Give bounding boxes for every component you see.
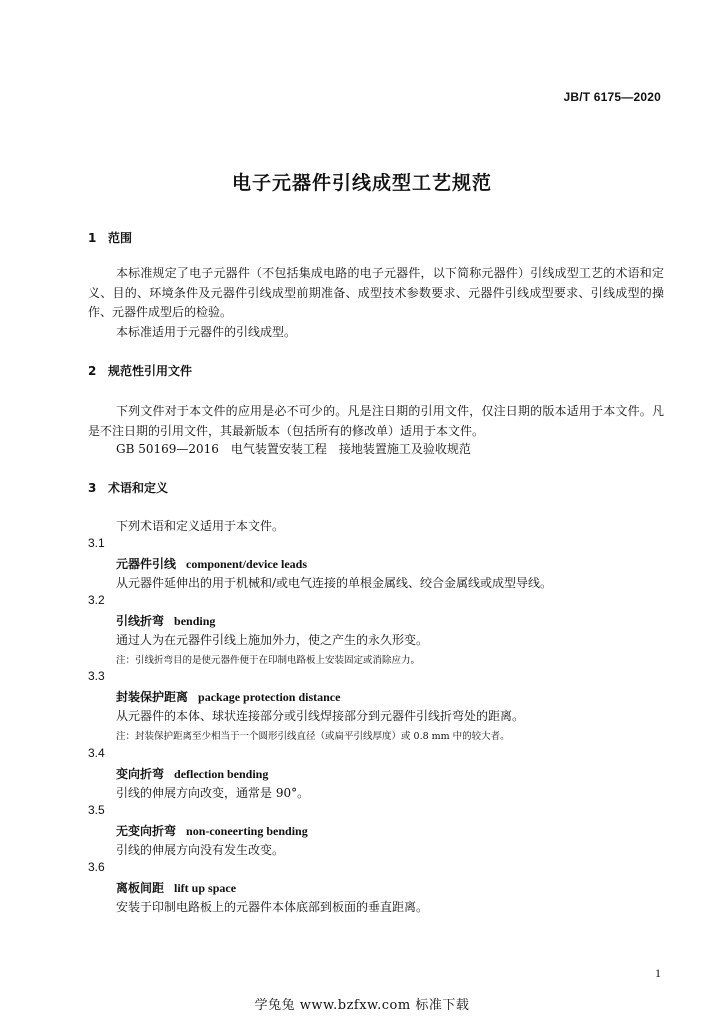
section-number: 3	[88, 481, 97, 495]
term-heading	[116, 822, 308, 839]
section-3-intro: 下列术语和定义适用于本文件。	[116, 519, 285, 533]
term-heading	[116, 612, 215, 629]
term-en: lift up space	[174, 881, 237, 895]
term-en: bending	[174, 614, 216, 628]
term-number: 3.2	[88, 593, 105, 607]
term-en: deflection bending	[174, 767, 269, 781]
term-zh: 引线折弯	[116, 614, 165, 628]
section-number: 1	[88, 231, 97, 245]
term-definition: 从元器件延伸出的用于机械和/或电气连接的单根金属线、绞合金属线或成型导线。	[116, 576, 553, 590]
section-1-heading	[88, 229, 132, 246]
term-heading	[116, 688, 340, 705]
page-number: 1	[655, 966, 661, 980]
term-number: 3.4	[88, 746, 105, 760]
term-definition: 安装于印制电路板上的元器件本体底部到板面的垂直距离。	[116, 900, 429, 914]
term-note: 注：封装保护距离至少相当于一个圆形引线直径（或扁平引线厚度）或 0.8 mm 中的较大者。	[116, 731, 510, 742]
term-number: 3.5	[88, 803, 105, 817]
section-1-scope-line: 本标准适用于元器件的引线成型。	[116, 325, 297, 339]
section-3-heading	[88, 479, 168, 496]
term-heading	[116, 765, 268, 782]
normative-reference: GB 50169—2016 电气装置安装工程 接地装置施工及验收规范	[116, 442, 471, 456]
term-en: component/device leads	[186, 557, 308, 571]
term-definition: 引线的伸展方向没有发生改变。	[116, 843, 285, 857]
term-definition: 引线的伸展方向改变，通常是 90°。	[116, 786, 310, 800]
section-2-paragraph: 下列文件对于本文件的应用是必不可少的。凡是注日期的引用文件，仅注日期的版本适用于本文件。凡是不注日期的引用文件，其最新版本（包括所有的修改单）适用于本文件。	[88, 404, 664, 438]
document-title: 电子元器件引线成型工艺规范	[231, 172, 492, 194]
section-title: 规范性引用文件	[108, 364, 193, 378]
term-zh: 离板间距	[116, 881, 165, 895]
term-en: package protection distance	[198, 690, 341, 704]
term-zh: 封装保护距离	[116, 690, 189, 704]
term-definition: 从元器件的本体、球状连接部分或引线焊接部分到元器件引线折弯处的距离。	[116, 709, 525, 723]
footer-watermark: 学兔兔 www.bzfxw.com 标准下载	[254, 998, 470, 1013]
term-zh: 变向折弯	[116, 767, 165, 781]
term-note: 注：引线折弯目的是使元器件便于在印制电路板上安装固定或消除应力。	[116, 655, 421, 666]
term-definition: 通过人为在元器件引线上施加外力，使之产生的永久形变。	[116, 633, 429, 647]
term-zh: 无变向折弯	[116, 824, 177, 838]
section-2-heading	[88, 362, 192, 379]
section-number: 2	[88, 364, 97, 378]
section-title: 术语和定义	[108, 481, 169, 495]
term-number: 3.6	[88, 860, 105, 874]
term-en: non-coneerting bending	[186, 824, 308, 838]
section-1-paragraph: 本标准规定了电子元器件（不包括集成电路的电子元器件，以下简称元器件）引线成型工艺的术语和定义、目的、环境条件及元器件引线成型前期准备、成型技术参数要求、元器件引线成型要求、引线成型的操作、元器件成型后的检验。	[88, 266, 664, 319]
term-number: 3.3	[88, 669, 105, 683]
term-number: 3.1	[88, 536, 105, 550]
section-title: 范围	[108, 231, 133, 245]
term-heading	[116, 555, 307, 572]
term-heading	[116, 879, 236, 896]
term-zh: 元器件引线	[116, 557, 177, 571]
standard-number: JB/T 6175—2020	[563, 90, 661, 104]
